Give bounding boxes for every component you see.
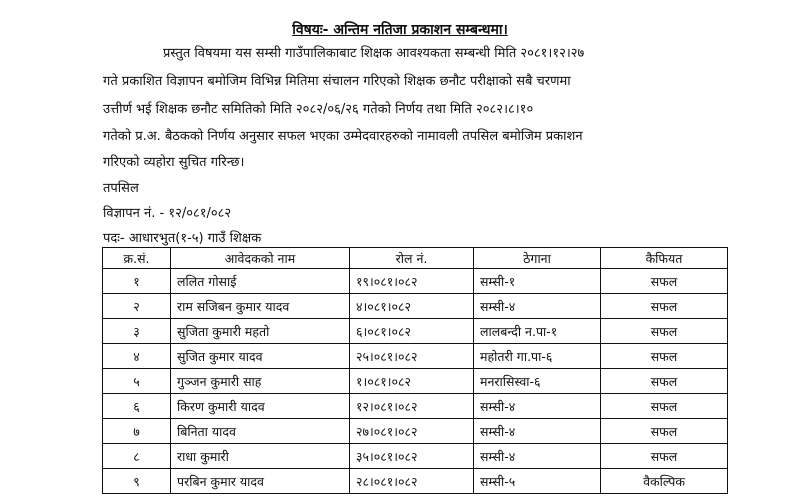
body-line-4: गतेको प्र.अ. बैठकको निर्णय अनुसार सफल भएका उम्मेदवारहरुको नामावली तपसिल बमोजिम प्रकाशन [103,129,583,144]
cell-roll: १९।०८१।०८२ [350,269,474,294]
table-row [103,394,728,419]
cell-remarks: सफल [601,269,728,294]
table-row [103,419,728,444]
tapsil-label: तपसिल [103,181,139,196]
table-row [103,369,728,394]
table-row [103,469,728,494]
cell-serial: ६ [103,394,171,419]
cell-name: राधा कुमारी [171,444,350,469]
results-table [102,247,728,494]
table-row [103,294,728,319]
cell-name: परबिन कुमार यादव [171,469,350,494]
cell-remarks: सफल [601,394,728,419]
header-roll: रोल नं. [350,248,474,269]
cell-address: सम्सी-४ [474,419,601,444]
cell-name: सुजित कुमार यादव [171,344,350,369]
cell-roll: २७।०८१।०८२ [350,419,474,444]
body-line-1: प्रस्तुत विषयमा यस सम्सी गाउँपालिकाबाट शिक्षक आवश्यकता सम्बन्धी मिति २०८१।१२।२७ [163,46,585,61]
table-row [103,444,728,469]
cell-remarks: सफल [601,319,728,344]
cell-serial: ७ [103,419,171,444]
header-address: ठेगाना [474,248,601,269]
cell-name: राम सजिबन कुमार यादव [171,294,350,319]
cell-address: लालबन्दी न.पा-१ [474,319,601,344]
cell-remarks: सफल [601,444,728,469]
header-serial: क्र.सं. [103,248,171,269]
cell-remarks: सफल [601,294,728,319]
cell-serial: ९ [103,469,171,494]
body-line-3: उत्तीर्ण भई शिक्षक छनौट समितिको मिति २०८२/०६/२६ गतेको निर्णय तथा मिति २०८२।८।१० [103,102,534,117]
cell-roll: ४।०८१।०८२ [350,294,474,319]
cell-address: सम्सी-४ [474,294,601,319]
cell-name: बिनिता यादव [171,419,350,444]
cell-address: सम्सी-४ [474,394,601,419]
cell-address: मनरासिस्वा-६ [474,369,601,394]
cell-serial: ५ [103,369,171,394]
cell-roll: ३५।०८१।०८२ [350,444,474,469]
cell-address: सम्सी-१ [474,269,601,294]
body-line-5: गरिएको व्यहोरा सुचित गरिन्छ। [103,155,245,170]
cell-serial: ३ [103,319,171,344]
body-line-2: गते प्रकाशित विज्ञापन बमोजिम विभिन्न मितिमा संचालन गरिएको शिक्षक छनौट परीक्षाको सबै चरणमा [103,74,571,89]
header-remarks: कैफियत [601,248,728,269]
cell-name: किरण कुमारी यादव [171,394,350,419]
cell-roll: ६।०८१।०८२ [350,319,474,344]
table-row [103,269,728,294]
cell-name: गुञ्जन कुमारी साह [171,369,350,394]
cell-name: ललित गोसाई [171,269,350,294]
post-title: पदः- आधारभुत(१-५) गाउँ शिक्षक [103,231,262,246]
cell-name: सुजिता कुमारी महतो [171,319,350,344]
cell-roll: २५।०८१।०८२ [350,344,474,369]
cell-roll: २८।०८१।०८२ [350,469,474,494]
advertisement-number: विज्ञापन नं. - १२/०८१/०८२ [103,206,232,221]
cell-remarks: सफल [601,369,728,394]
header-name: आवेदकको नाम [171,248,350,269]
table-row [103,319,728,344]
cell-roll: १।०८१।०८२ [350,369,474,394]
cell-serial: ४ [103,344,171,369]
cell-remarks: वैकल्पिक [601,469,728,494]
cell-remarks: सफल [601,344,728,369]
cell-roll: १२।०८१।०८२ [350,394,474,419]
cell-serial: २ [103,294,171,319]
table-header-row [103,248,728,269]
table-row [103,344,728,369]
cell-remarks: सफल [601,419,728,444]
cell-address: महोतरी गा.पा-६ [474,344,601,369]
cell-address: सम्सी-४ [474,444,601,469]
subject-heading: विषयः- अन्तिम नतिजा प्रकाशन सम्बन्धमा। [292,22,508,38]
cell-serial: ८ [103,444,171,469]
cell-serial: १ [103,269,171,294]
cell-address: सम्सी-५ [474,469,601,494]
